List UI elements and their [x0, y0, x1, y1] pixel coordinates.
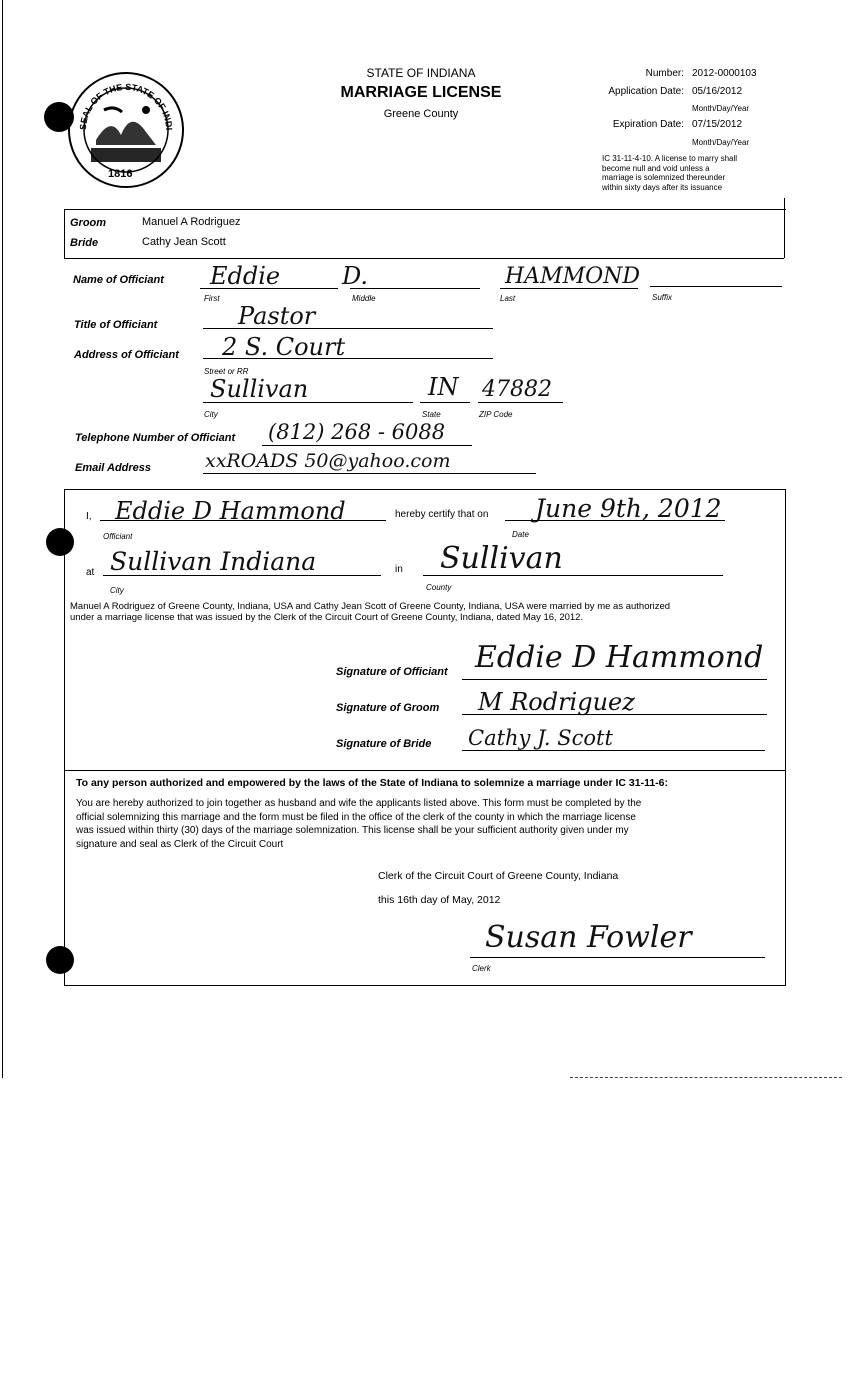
- bride-label: Bride: [70, 237, 99, 249]
- email-label: Email Address: [75, 462, 152, 474]
- number-label: Number:: [645, 68, 684, 79]
- marriage-county: Sullivan: [440, 541, 563, 576]
- field-line: [423, 575, 723, 576]
- expiration-date: 07/15/2012: [692, 119, 743, 130]
- date-format-caption: Month/Day/Year: [692, 138, 750, 147]
- divider: [64, 985, 786, 986]
- officiant-last-name: HAMMOND: [505, 264, 641, 289]
- statement-line: Manuel A Rodriguez of Greene County, Indiana, USA and Cathy Jean Scott of Greene County, Indiana, USA were married by me as authorized: [70, 601, 671, 612]
- clerk-signature: Susan Fowler: [485, 920, 692, 955]
- officiant-state: IN: [428, 373, 459, 401]
- field-line: [103, 575, 381, 576]
- officiant-street: 2 S. Court: [222, 333, 346, 361]
- ic-note: [602, 154, 737, 192]
- certify-text: hereby certify that on: [395, 509, 489, 520]
- officiant-title-label: Title of Officiant: [74, 319, 158, 331]
- expiration-date-label: Expiration Date:: [612, 119, 684, 130]
- clerk-line: Clerk of the Circuit Court of Greene County, Indiana: [378, 870, 619, 882]
- county-caption: County: [426, 583, 452, 592]
- divider: [785, 489, 786, 985]
- bride-signature-label: Signature of Bride: [336, 738, 432, 750]
- divider: [64, 489, 786, 490]
- field-line: [420, 402, 470, 403]
- application-date: 05/16/2012: [692, 86, 743, 97]
- zip-caption: ZIP Code: [479, 410, 513, 419]
- seal-year: 1816: [108, 168, 133, 180]
- city-caption: City: [204, 410, 218, 419]
- officiant-first-name: Eddie: [210, 262, 281, 290]
- field-line: [500, 288, 638, 289]
- clerk-caption: Clerk: [472, 964, 491, 973]
- field-line: [203, 328, 493, 329]
- officiant-city: Sullivan: [210, 375, 309, 403]
- city-caption: City: [110, 586, 124, 595]
- officiant-caption: Officiant: [103, 532, 133, 541]
- officiant-zip: 47882: [482, 377, 552, 402]
- bride-signature: Cathy J. Scott: [468, 726, 613, 750]
- field-line: [100, 520, 386, 521]
- field-line: [462, 714, 767, 715]
- officiant-address-label: Address of Officiant: [74, 349, 179, 361]
- officiant-middle-name: D.: [342, 262, 369, 290]
- field-line: [200, 288, 338, 289]
- officiant-signature-label: Signature of Officiant: [336, 666, 448, 678]
- groom-signature: M Rodriguez: [478, 688, 635, 716]
- authorization-line: You are hereby authorized to join together as husband and wife the applicants listed above. This form must be completed by the: [76, 798, 642, 809]
- field-line: [505, 520, 725, 521]
- marriage-date: June 9th, 2012: [535, 494, 722, 523]
- divider: [64, 209, 786, 210]
- ic-note-line: IC 31-11-4-10. A license to marry shall: [602, 154, 738, 163]
- field-line: [203, 473, 536, 474]
- groom-signature-label: Signature of Groom: [336, 702, 440, 714]
- field-line: [650, 286, 782, 287]
- middle-caption: Middle: [352, 294, 376, 303]
- statement-line: under a marriage license that was issued by the Clerk of the Circuit Court of Greene County, Indiana, dated May 16, 2012.: [70, 612, 584, 623]
- authorization-heading: To any person authorized and empowered by the laws of the State of Indiana to solemnize a marriage under IC 31-11-6:: [76, 777, 669, 789]
- ic-note-line: within sixty days after its issuance: [602, 182, 723, 192]
- field-line: [462, 679, 767, 680]
- officiant-name-label: Name of Officiant: [73, 274, 164, 286]
- field-line: [470, 957, 765, 958]
- field-line: [203, 358, 493, 359]
- certification-statement: [70, 601, 782, 623]
- application-date-label: Application Date:: [608, 86, 684, 97]
- field-line: [478, 402, 563, 403]
- ic-note-line: marriage is solemnized thereunder: [602, 173, 726, 182]
- authorization-text: [76, 797, 641, 851]
- field-line: [262, 445, 472, 446]
- punch-hole-middle: [46, 528, 74, 556]
- divider: [64, 770, 786, 771]
- divider: [784, 198, 785, 258]
- ic-note-line: become null and void unless a: [602, 163, 710, 173]
- page-title: MARRIAGE LICENSE: [340, 84, 502, 101]
- street-caption: Street or RR: [204, 367, 249, 376]
- marriage-city: Sullivan Indiana: [110, 547, 317, 576]
- authorization-line: official solemnizing this marriage and the form must be filed in the office of the clerk of the county in which the marriage license: [76, 811, 636, 823]
- at-label: at: [86, 567, 95, 578]
- state-caption: State: [422, 410, 441, 419]
- first-caption: First: [204, 294, 220, 303]
- officiant-title: Pastor: [238, 302, 316, 330]
- divider: [64, 489, 65, 985]
- authorization-line: signature and seal as Clerk of the Circuit Court: [76, 838, 284, 850]
- officiant-phone-label: Telephone Number of Officiant: [75, 432, 236, 444]
- field-line: [462, 750, 765, 751]
- punch-hole-bottom: [46, 946, 74, 974]
- in-label: in: [395, 564, 403, 575]
- scan-artifact: [570, 1077, 842, 1078]
- scan-edge: [2, 0, 3, 1078]
- bride-name: Cathy Jean Scott: [142, 236, 226, 248]
- field-line: [350, 288, 480, 289]
- last-caption: Last: [500, 294, 516, 303]
- date-format-caption: Month/Day/Year: [692, 104, 750, 113]
- field-line: [203, 402, 413, 403]
- officiant-certifying-name: Eddie D Hammond: [115, 497, 346, 525]
- header-state: STATE OF INDIANA: [366, 66, 476, 80]
- issue-day-line: this 16th day of May, 2012: [378, 894, 501, 906]
- officiant-phone: (812) 268 - 6088: [268, 420, 446, 444]
- seal-text: SEAL OF THE STATE OF INDI: [77, 81, 175, 131]
- divider: [64, 258, 784, 259]
- suffix-caption: Suffix: [652, 293, 673, 302]
- header-county: Greene County: [383, 108, 459, 120]
- license-number: 2012-0000103: [692, 68, 757, 79]
- officiant-email: xxROADS 50@yahoo.com: [205, 450, 451, 472]
- date-caption: Date: [512, 530, 529, 539]
- authorization-line: was issued within thirty (30) days of the marriage solemnization. This license shall be your sufficient authority given under my: [76, 825, 629, 836]
- groom-name: Manuel A Rodriguez: [142, 216, 241, 228]
- divider: [64, 209, 65, 258]
- groom-label: Groom: [70, 217, 107, 229]
- officiant-signature: Eddie D Hammond: [475, 640, 764, 675]
- i-label: I,: [86, 511, 92, 522]
